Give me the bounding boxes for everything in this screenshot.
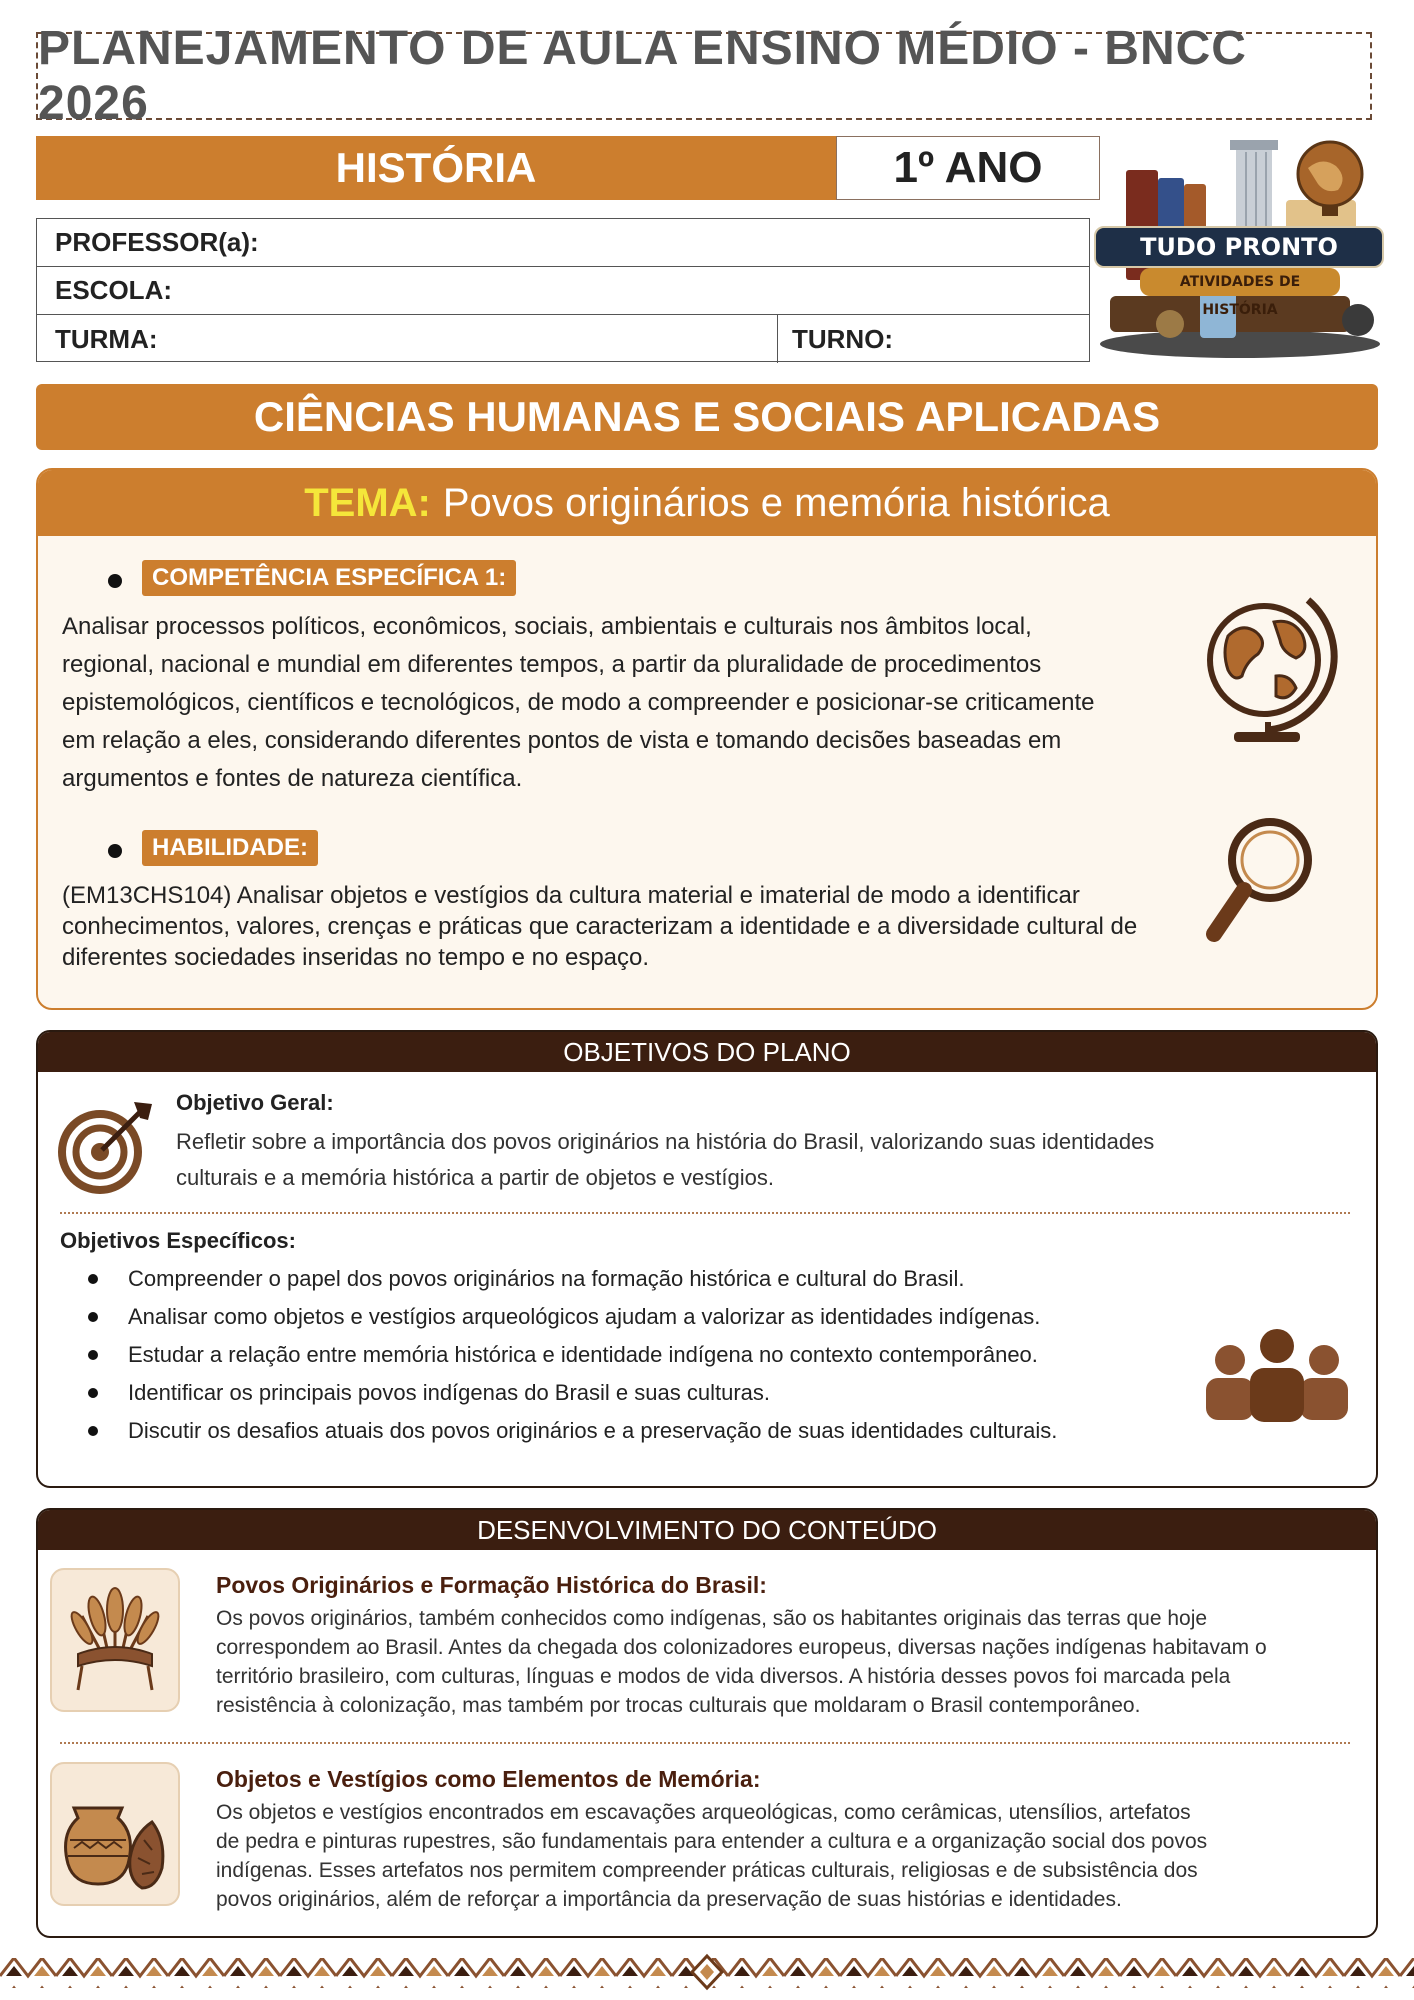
text-line: indígenas. Esses artefatos nos permitem compreender práticas culturais, religiosas e de subsistência dos: [216, 1859, 1198, 1882]
content-development-panel: [36, 1508, 1378, 1938]
bullet: [108, 844, 122, 858]
title-box: [36, 22, 1372, 130]
text-line: resistência à colonização, mas também por trocas culturais que moldaram o Brasil contemporâneo.: [216, 1694, 1141, 1717]
specific-objectives-list: [88, 1260, 1057, 1450]
text-line: diferentes sociedades inseridas no tempo e no espaço.: [62, 944, 650, 971]
tudo-pronto-logo: [1090, 134, 1384, 362]
theme-label: TEMA:: [304, 480, 431, 525]
pottery-icon-tile: [50, 1762, 180, 1906]
text-line: argumentos e fontes de natureza científica.: [62, 765, 523, 792]
info-table: [36, 218, 1090, 362]
competence-text: [62, 608, 1202, 798]
text-line: Refletir sobre a importância dos povos originários na história do Brasil, valorizando suas identidades: [176, 1129, 1155, 1154]
objectives-header: OBJETIVOS DO PLANO: [38, 1032, 1376, 1072]
divider: [60, 1742, 1350, 1744]
subject-bar: [36, 136, 836, 200]
list-item: Identificar os principais povos indígenas do Brasil e suas culturas.: [88, 1374, 1057, 1412]
section-title: Objetos e Vestígios como Elementos de Memória:: [216, 1766, 761, 1792]
school-label: ESCOLA:: [55, 275, 172, 305]
knowledge-area-bar: [36, 384, 1378, 450]
page-title: PLANEJAMENTO DE AULA ENSINO MÉDIO - BNCC 2026: [38, 22, 1247, 130]
specific-objectives-title: Objetivos Específicos:: [60, 1228, 296, 1253]
text-line: Os objetos e vestígios encontrados em escavações arqueológicas, como cerâmicas, utensílios, artefatos: [216, 1801, 1191, 1824]
class-label: TURMA:: [55, 323, 158, 354]
skill-tag: HABILIDADE:: [142, 830, 318, 866]
text-line: (EM13CHS104) Analisar objetos e vestígios da cultura material e imaterial de modo a identificar: [62, 882, 1080, 909]
teacher-label: PROFESSOR(a):: [55, 227, 259, 257]
list-item: Estudar a relação entre memória histórica e identidade indígena no contexto contemporâneo.: [88, 1336, 1057, 1374]
text-line: regional, nacional e mundial em diferentes tempos, a partir da pluralidade de procedimentos: [62, 651, 1042, 678]
list-item: Compreender o papel dos povos originários na formação histórica e cultural do Brasil.: [88, 1260, 1057, 1298]
text-line: Os povos originários, também conhecidos como indígenas, são os habitantes originais das terras que hoje: [216, 1607, 1208, 1630]
people-group-icon: [1202, 1328, 1352, 1424]
indigenous-pattern-footer: [0, 1950, 1414, 2000]
section-text: [216, 1798, 1356, 1914]
knowledge-area-title: CIÊNCIAS HUMANAS E SOCIAIS APLICADAS: [253, 393, 1161, 440]
logo-main-text: TUDO PRONTO: [1094, 226, 1384, 268]
subject-title: HISTÓRIA: [335, 144, 537, 191]
headdress-icon-tile: [50, 1568, 180, 1712]
general-objective-title: Objetivo Geral:: [176, 1090, 334, 1115]
magnifying-glass-icon: [1202, 810, 1322, 950]
pottery-and-stone-tool-icon: [52, 1764, 178, 1904]
text-line: epistemológicos, científicos e tecnológicos, de modo a compreender e posicionar-se criticamente: [62, 689, 1095, 716]
bullet: [108, 574, 122, 588]
target-icon: [56, 1098, 156, 1194]
divider: [60, 1212, 1350, 1214]
text-line: povos originários, além de reforçar a importância da preservação de suas histórias e identidades.: [216, 1888, 1122, 1911]
text-line: correspondem ao Brasil. Antes da chegada dos colonizadores europeus, diversas nações indígenas habitavam o: [216, 1636, 1267, 1659]
content-header: DESENVOLVIMENTO DO CONTEÚDO: [38, 1510, 1376, 1550]
grade-box: [836, 136, 1100, 200]
text-line: território brasileiro, com culturas, línguas e modos de vida diversos. A história desses povos foi marcada pela: [216, 1665, 1231, 1688]
feather-headdress-icon: [52, 1570, 178, 1710]
theme-panel: [36, 468, 1378, 1010]
general-objective-text: [176, 1124, 1154, 1196]
competence-tag: COMPETÊNCIA ESPECÍFICA 1:: [142, 560, 516, 596]
globe-icon: [1198, 592, 1338, 748]
skill-text: [62, 880, 1242, 973]
section-title: Povos Originários e Formação Histórica do Brasil:: [216, 1572, 767, 1598]
class-row[interactable]: [37, 315, 1089, 363]
objectives-panel: [36, 1030, 1378, 1488]
text-line: Analisar processos políticos, econômicos, sociais, ambientais e culturais nos âmbitos local,: [62, 613, 1032, 640]
text-line: em relação a eles, considerando diferentes pontos de vista e tomando decisões baseadas em: [62, 727, 1062, 754]
teacher-row[interactable]: [37, 219, 1089, 267]
list-item: Analisar como objetos e vestígios arqueológicos ajudam a valorizar as identidades indígenas.: [88, 1298, 1057, 1336]
theme-text: Povos originários e memória histórica: [442, 480, 1110, 525]
shift-label: TURNO:: [792, 323, 894, 354]
logo-sub-text: ATIVIDADES DE HISTÓRIA: [1140, 268, 1340, 296]
shift-cell[interactable]: [777, 315, 893, 363]
section-text: [216, 1604, 1356, 1720]
list-item: Discutir os desafios atuais dos povos originários e a preservação de suas identidades culturais.: [88, 1412, 1057, 1450]
text-line: conhecimentos, valores, crenças e práticas que caracterizam a identidade e a diversidade cultural de: [62, 913, 1138, 940]
school-row[interactable]: [37, 267, 1089, 315]
grade-label: 1º ANO: [893, 143, 1043, 192]
text-line: de pedra e pinturas rupestres, são fundamentais para entender a cultura e a organização social dos povos: [216, 1830, 1208, 1853]
text-line: culturais e a memória histórica a partir de objetos e vestígios.: [176, 1165, 774, 1190]
theme-header: [38, 470, 1376, 536]
